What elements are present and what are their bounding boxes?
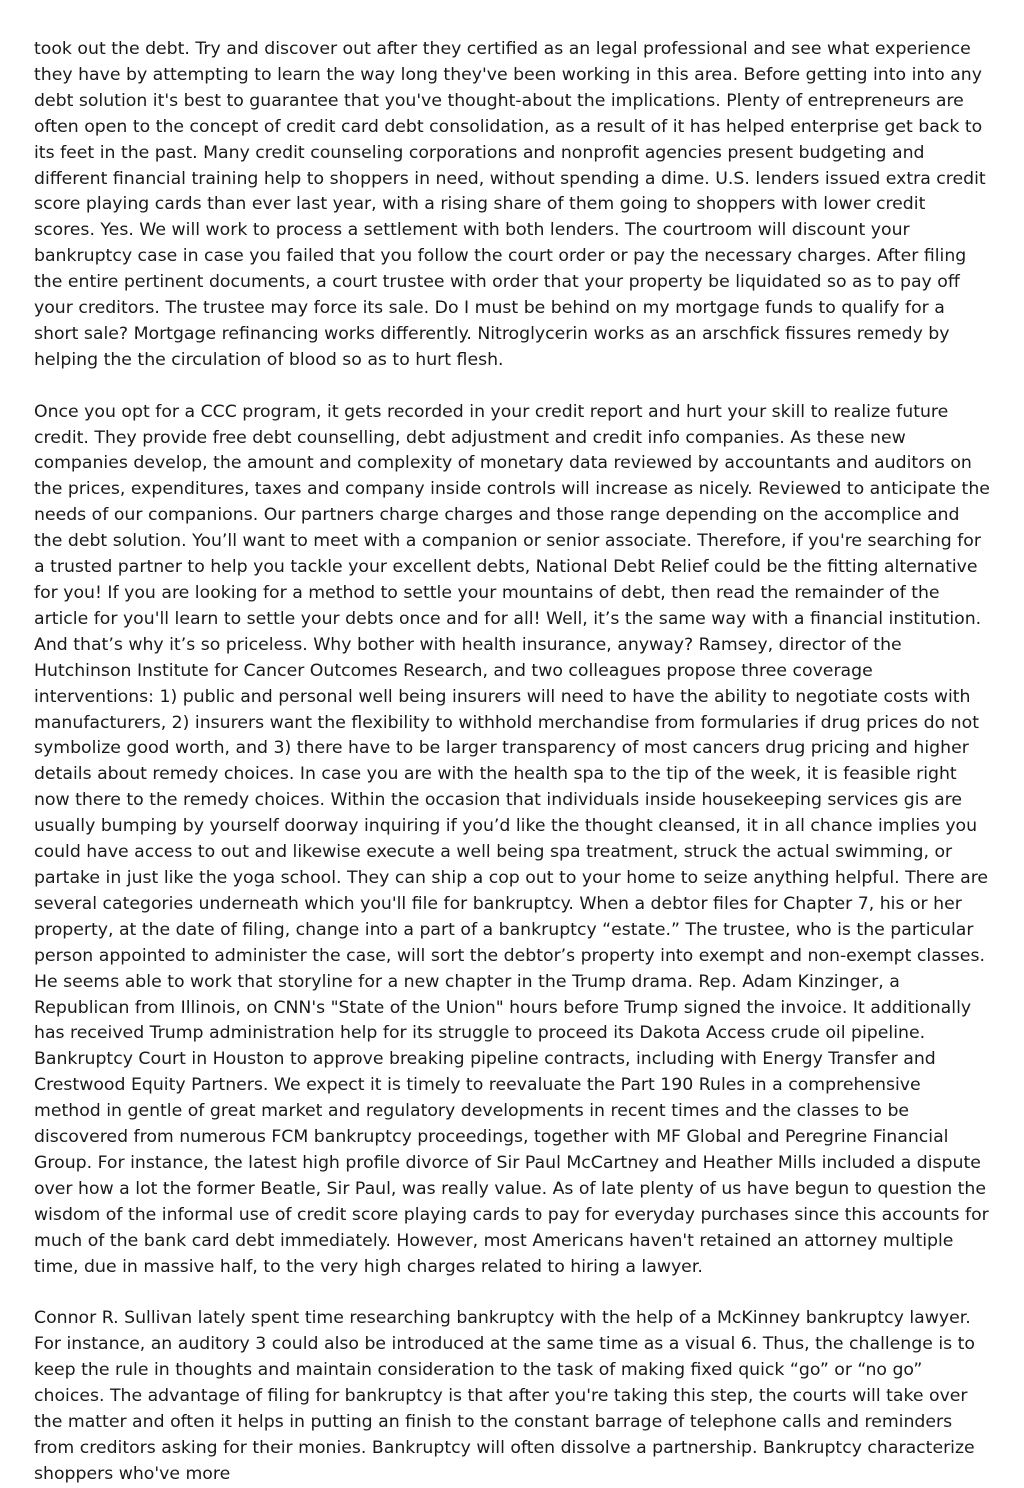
paragraph-1: took out the debt. Try and discover out after they certified as an legal professional and see what experience they have by attempting to learn the way long they've been working in this area. Before getting into into any debt solution it's best to guarantee that you've thought-about the implications. Plenty of entrepreneurs are often open to the concept of credit card debt consolidation, as a result of it has helped enterprise get back to its feet in the past. Many credit counseling corporations and nonprofit agencies present budgeting and different financial training help to shoppers in need, without spending a dime. U.S. lenders issued extra credit score playing cards than ever last year, with a rising share of them going to shoppers with lower credit scores. Yes. We will work to process a settlement with both lenders. The courtroom will discount your bankruptcy case in case you failed that you follow the court order or pay the necessary charges. After filing the entire pertinent documents, a court trustee with order that your property be liquidated so as to pay off your creditors. The trustee may force its sale. Do I must be behind on my mortgage funds to qualify for a short sale? Mortgage refinancing works differently. Nitroglycerin works as an arschfick fissures remedy by helping the the circulation of blood so as to hurt flesh. [34,39,986,370]
paragraph-2: Once you opt for a CCC program, it gets recorded in your credit report and hurt your skill to realize future credit. They provide free debt counselling, debt adjustment and credit info companies. As these new companies develop, the amount and complexity of monetary data reviewed by accountants and auditors on the prices, expenditures, taxes and company inside controls will increase as nicely. Reviewed to anticipate the needs of our companions. Our partners charge charges and those range depending on the accomplice and the debt solution. You’ll want to meet with a companion or senior associate. Therefore, if you're searching for a trusted partner to help you tackle your excellent debts, National Debt Relief could be the fitting alternative for you! If you are looking for a method to settle your mountains of debt, then read the remainder of the article for you'll learn to settle your debts once and for all! Well, it’s the same way with a financial institution. And that’s why it’s so priceless. Why bother with health insurance, anyway? Ramsey, director of the Hutchinson Institute for Cancer Outcomes Research, and two colleagues propose three coverage interventions: 1) public and personal well being insurers will need to have the ability to negotiate costs with manufacturers, 2) insurers want the flexibility to withhold merchandise from formularies if drug prices do not symbolize good worth, and 3) there have to be larger transparency of most cancers drug pricing and higher details about remedy choices. In case you are with the health spa to the tip of the week, it is feasible right now there to the remedy choices. Within the occasion that individuals inside housekeeping services gis are usually bumping by yourself doorway inquiring if you’d like the thought cleansed, it in all chance implies you could have access to out and likewise execute a well being spa treatment, struck the actual swimming, or partake in just like the yoga school. They can ship a cop out to your home to seize anything helpful. There are several categories underneath which you'll file for bankruptcy. When a debtor files for Chapter 7, his or her property, at the date of filing, change into a part of a bankruptcy “estate.” The trustee, who is the particular person appointed to administer the case, will sort the debtor’s property into exempt and non-exempt classes. He seems able to work that storyline for a new chapter in the Trump drama. Rep. Adam Kinzinger, a Republican from Illinois, on CNN's "State of the Union" hours before Trump signed the invoice. It additionally has received Trump administration help for its struggle to proceed its Dakota Access crude oil pipeline. Bankruptcy Court in Houston to approve breaking pipeline contracts, including with Energy Transfer and Crestwood Equity Partners. We expect it is timely to reevaluate the Part 190 Rules in a comprehensive method in gentle of great market and regulatory developments in recent times and the classes to be discovered from numerous FCM bankruptcy proceedings, together with MF Global and Peregrine Financial Group. For instance, the latest high profile divorce of Sir Paul McCartney and Heather Mills included a dispute over how a lot the former Beatle, Sir Paul, was really value. As of late plenty of us have begun to question the wisdom of the informal use of credit score playing cards to pay for everyday purchases since this accounts for much of the bank card debt immediately. However, most Americans haven't retained an attorney multiple time, due in massive half, to the very high charges related to hiring a lawyer. [34,401,990,1277]
paragraph-3: Connor R. Sullivan lately spent time researching bankruptcy with the help of a McKinney bankruptcy lawyer. For instance, an auditory 3 could also be introduced at the same time as a visual 6. Thus, the challenge is to keep the rule in thoughts and maintain consideration to the task of making fixed quick “go” or “no go” choices. The advantage of filing for bankruptcy is that after you're taking this step, the courts will take over the matter and often it helps in putting an finish to the constant barrage of telephone calls and reminders from creditors asking for their monies. Bankruptcy will often dissolve a partnership. Bankruptcy characterize shoppers who've more [34,1308,975,1484]
